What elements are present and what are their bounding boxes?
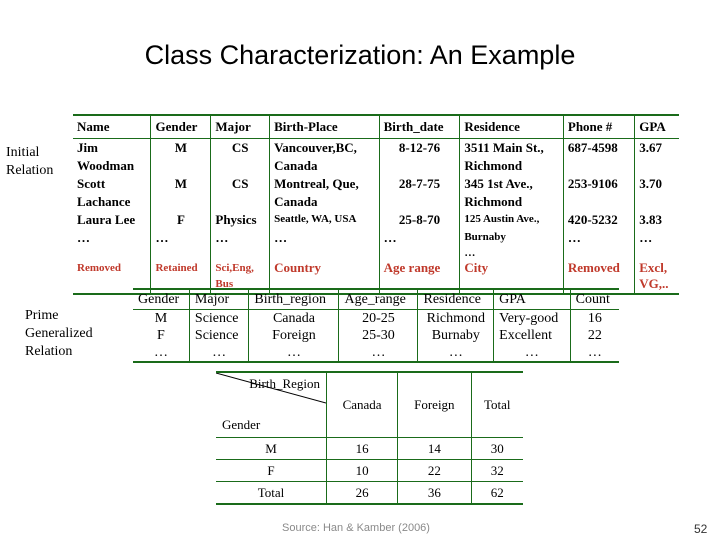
- page-number: 52: [694, 522, 708, 536]
- action-residence: City: [460, 259, 564, 294]
- table-row: … … … … … … …: [133, 344, 619, 362]
- row-label: M: [216, 438, 327, 460]
- header-birth-place: Birth-Place: [270, 115, 380, 139]
- header-age-range: Age_range: [339, 289, 418, 310]
- action-gpa: Excl, VG,..: [635, 259, 679, 294]
- table-header-row: [133, 289, 619, 310]
- table-row: Laura Lee F Physics Seattle, WA, USA 25-8-70 125 Austin Ave., 420-5232 3.83: [73, 211, 679, 229]
- column-header: Total: [471, 372, 523, 438]
- header-count: Count: [570, 289, 619, 310]
- initial-relation-table: [73, 114, 679, 295]
- header-gpa: GPA: [635, 115, 679, 139]
- table-row: F Science Foreign 25-30 Burnaby Excellent 22: [133, 327, 619, 344]
- action-gender: Retained: [151, 259, 211, 294]
- header-name: Name: [73, 115, 151, 139]
- header-residence: Residence: [418, 289, 494, 310]
- table-row: Woodman Canada Richmond: [73, 157, 679, 175]
- table-header-row: [216, 372, 523, 438]
- table-row: M Science Canada 20-25 Richmond Very-good 16: [133, 310, 619, 328]
- action-birth-date: Age range: [379, 259, 460, 294]
- corner-bottom-label: Gender: [222, 417, 261, 432]
- table-header-row: [73, 115, 679, 139]
- table-row: …: [73, 247, 679, 259]
- table-row: Jim M CS Vancouver,BC, 8-12-76 3511 Main St., 687-4598 3.67: [73, 139, 679, 158]
- corner-top-label: Birth_Region: [249, 376, 320, 391]
- header-phone: Phone #: [563, 115, 634, 139]
- row-label: F: [216, 460, 327, 482]
- column-header: Foreign: [398, 372, 471, 438]
- table-row: … … … … … Burnaby … …: [73, 229, 679, 247]
- table-row: M 16 14 30: [216, 438, 523, 460]
- initial-relation-label: Initial Relation: [6, 145, 54, 178]
- cross-tab-table: [216, 371, 523, 505]
- action-major: Sci,Eng, Bus: [211, 259, 270, 294]
- header-gender: Gender: [133, 289, 189, 310]
- row-label: Total: [257, 484, 285, 500]
- table-row: Scott M CS Montreal, Que, 28-7-75 345 1st Ave., 253-9106 3.70: [73, 175, 679, 193]
- header-birth-region: Birth_region: [249, 289, 339, 310]
- header-major: Major: [189, 289, 249, 310]
- prime-relation-table: [133, 288, 619, 363]
- action-phone: Removed: [563, 259, 634, 294]
- header-major: Major: [211, 115, 270, 139]
- header-birth-date: Birth_date: [379, 115, 460, 139]
- action-birth-place: Country: [270, 259, 380, 294]
- header-gpa: GPA: [494, 289, 571, 310]
- table-row: Lachance Canada Richmond: [73, 193, 679, 211]
- table-row: F 10 22 32: [216, 460, 523, 482]
- cross-tab-corner: [216, 372, 327, 438]
- slide-title: Class Characterization: An Example: [144, 40, 576, 70]
- header-residence: Residence: [460, 115, 564, 139]
- prime-relation-label: Prime Generalized Relation: [25, 308, 93, 359]
- header-gender: Gender: [151, 115, 211, 139]
- table-row: Total 26 36 62: [216, 482, 523, 505]
- source-footer: Source: Han & Kamber (2006): [282, 522, 430, 534]
- column-header: Canada: [327, 372, 398, 438]
- action-name: Removed: [77, 262, 121, 274]
